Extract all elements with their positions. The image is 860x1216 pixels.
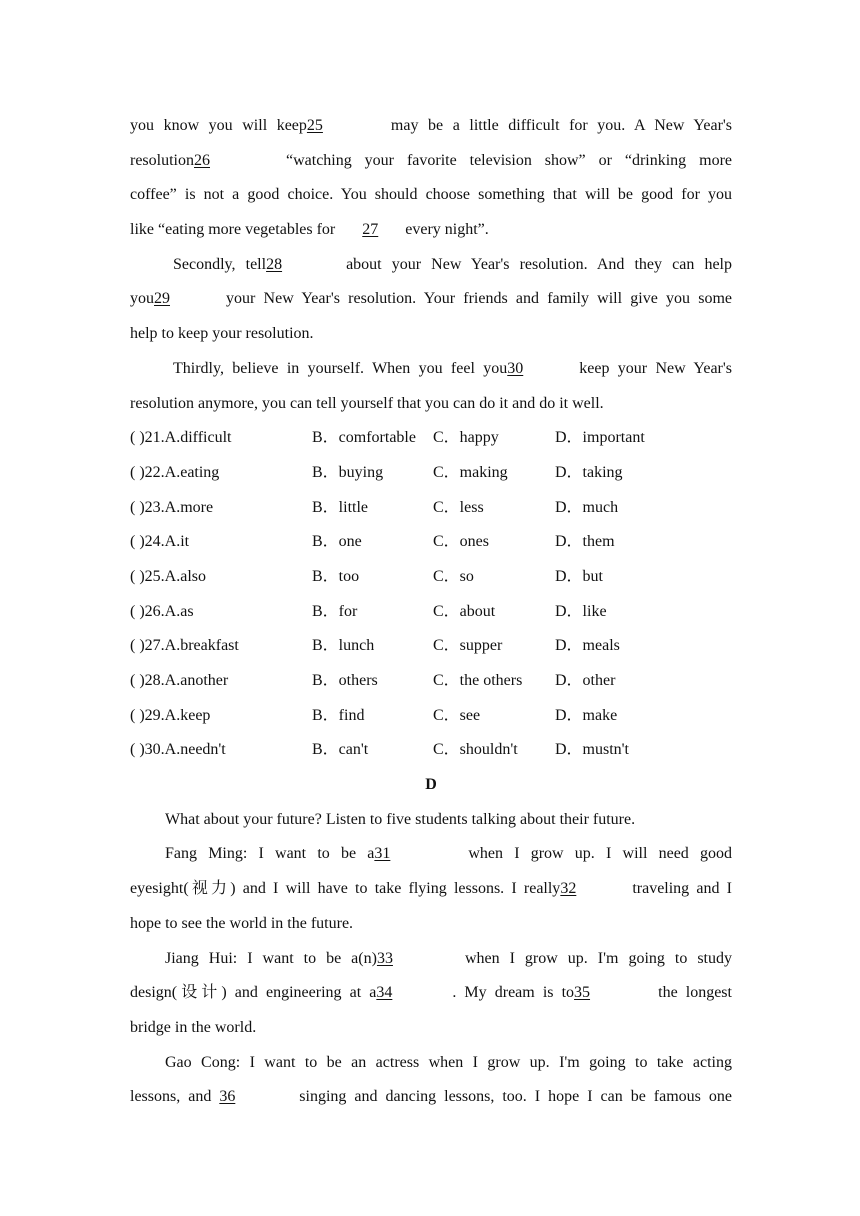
blank-33[interactable]: 33 [376,949,393,967]
question-row [130,595,732,630]
question-row [130,733,732,768]
passage-line: resolution26 “watching your favorite television show” or “drinking more [130,144,732,179]
option-b[interactable]: B．find [312,706,365,724]
blank-28[interactable]: 28 [266,255,283,273]
option-b[interactable]: B．buying [312,463,384,481]
option-b[interactable]: B．can't [312,741,369,759]
option-b[interactable]: B．others [312,672,378,689]
passage-line: coffee” is not a good choice. You should choose something that will be good for you [130,186,732,204]
blank-25[interactable]: 25 [306,117,323,134]
option-d[interactable]: D．other [555,672,616,689]
question-stem: ( )24.A.it [130,533,190,551]
passage-line: eyesight(视力) and I will have to take flying lessons. I really32 traveling and I [130,872,732,907]
question-row [130,525,732,560]
option-c[interactable]: C．shouldn't [433,741,518,759]
passage-line: Secondly, tell28 about your New Year's resolution. And they can help [130,248,732,283]
option-d[interactable]: D．mustn't [555,741,630,759]
option-c[interactable]: C．so [433,567,474,585]
option-d[interactable]: D．important [555,429,645,447]
passage-line: you29 your New Year's resolution. Your friends and family will give you some [130,282,732,317]
question-stem: ( )26.A.as [130,602,194,620]
option-c[interactable]: C．about [433,602,496,620]
option-d[interactable]: D．but [555,567,604,585]
option-d[interactable]: D．meals [555,637,620,655]
option-d[interactable]: D．taking [555,463,623,481]
passage-line: Gao Cong: I want to be an actress when I grow up. I'm going to take acting [165,1053,732,1071]
section-heading: D [425,776,437,794]
option-d[interactable]: D．make [555,706,618,724]
option-d[interactable]: D．like [555,602,607,620]
question-row [130,491,732,526]
option-c[interactable]: C．happy [433,429,499,447]
passage-line: lessons, and 36 singing and dancing lessons, too. I hope I can be famous one [130,1080,732,1115]
blank-32[interactable]: 32 [560,880,577,898]
blank-31[interactable]: 31 [374,845,391,863]
section-intro: What about your future? Listen to five students talking about their future. [165,810,636,828]
option-c[interactable]: C．see [433,706,481,724]
question-row [130,699,732,734]
option-c[interactable]: C．making [433,463,508,481]
question-row [130,421,732,456]
passage-line: you know you will keep25 may be a little difficult for you. A New Year's [130,109,732,144]
blank-26[interactable]: 26 [194,151,210,169]
option-b[interactable]: B．comfortable [312,429,416,447]
passage-line: help to keep your resolution. [130,325,314,343]
question-stem: ( )25.A.also [130,567,206,585]
passage-line: like “eating more vegetables for 27 every night”. [130,213,732,248]
exam-page [130,109,732,1115]
question-row [130,560,732,595]
question-list [130,421,732,768]
passage-line: resolution anymore, you can tell yourself that you can do it and do it well. [130,394,604,412]
passage-line: Fang Ming: I want to be a31 when I grow up. I will need good [130,837,732,872]
question-stem: ( )21.A.difficult [130,429,232,447]
blank-34[interactable]: 34 [376,984,393,1002]
blank-30[interactable]: 30 [507,359,524,377]
question-stem: ( )22.A.eating [130,463,220,481]
blank-36[interactable]: 36 [219,1088,236,1106]
option-c[interactable]: C．ones [433,533,490,551]
passage-line: Jiang Hui: I want to be a(n)33 when I grow up. I'm going to study [130,942,732,977]
passage-line: Thirdly, believe in yourself. When you feel you30 keep your New Year's [130,352,732,387]
passage-line: hope to see the world in the future. [130,914,354,932]
passage-line: design(设计) and engineering at a34 . My dream is to35 the longest [130,976,732,1011]
option-b[interactable]: B．for [312,602,358,620]
option-d[interactable]: D．much [555,498,619,516]
option-b[interactable]: B．little [312,498,369,516]
question-stem: ( )30.A.needn't [130,741,226,759]
blank-29[interactable]: 29 [154,290,170,308]
question-row [130,629,732,664]
option-c[interactable]: C．supper [433,637,503,655]
question-stem: ( )28.A.another [130,672,229,689]
option-c[interactable]: C．the others [433,672,523,689]
option-b[interactable]: B．one [312,533,362,551]
question-stem: ( )27.A.breakfast [130,637,239,655]
question-stem: ( )23.A.more [130,498,214,516]
question-row [130,664,732,699]
passage-line: bridge in the world. [130,1018,257,1036]
option-c[interactable]: C．less [433,498,484,516]
option-d[interactable]: D．them [555,533,615,551]
option-b[interactable]: B．lunch [312,637,375,655]
blank-27[interactable]: 27 [362,221,379,239]
blank-35[interactable]: 35 [574,984,591,1002]
question-row [130,456,732,491]
option-b[interactable]: B．too [312,567,360,585]
question-stem: ( )29.A.keep [130,706,211,724]
